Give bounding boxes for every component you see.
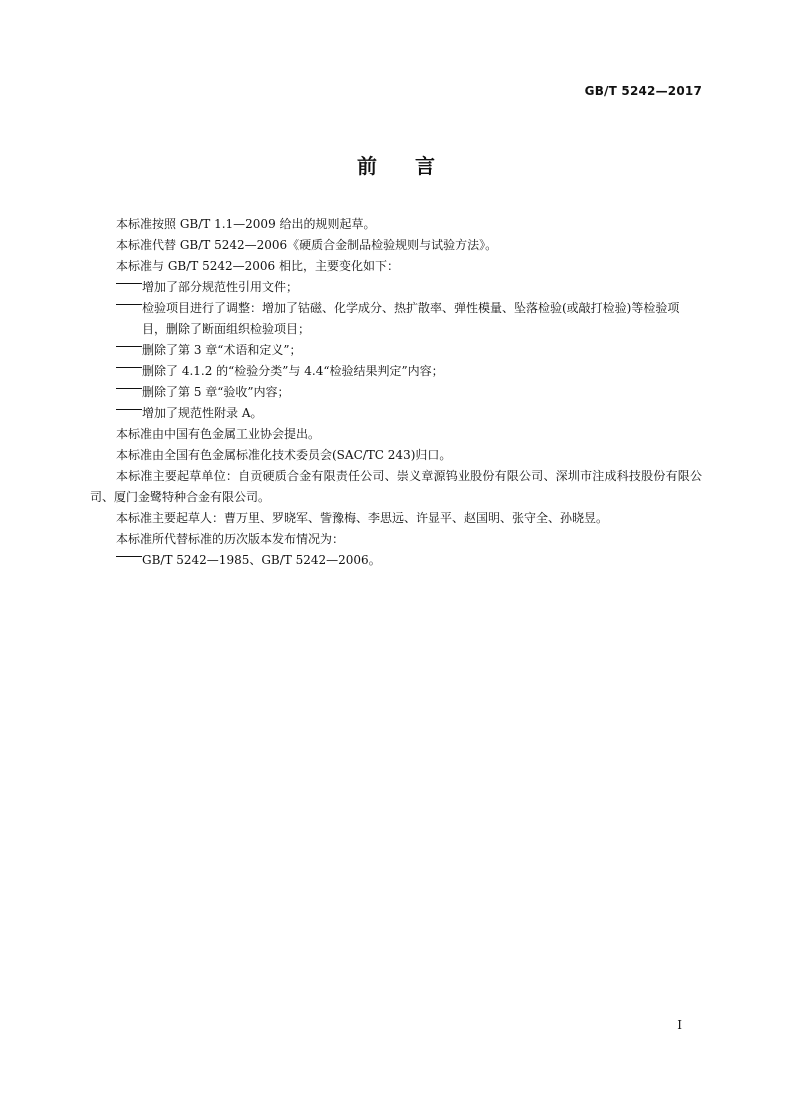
- paragraph: 本标准与 GB/T 5242—2006 相比，主要变化如下：: [116, 259, 399, 273]
- em-dash-mark: [116, 283, 142, 284]
- page-number: I: [677, 1018, 682, 1032]
- em-dash-mark: [116, 367, 142, 368]
- list-item: [90, 403, 702, 424]
- paragraph: 本标准由中国有色金属工业协会提出。: [116, 427, 321, 441]
- foreword-body: [90, 214, 702, 571]
- list-item: [90, 550, 702, 571]
- list-item-text: 增加了规范性附录 A。: [142, 406, 263, 420]
- list-item: [90, 361, 702, 382]
- paragraph: 本标准所代替标准的历次版本发布情况为：: [116, 532, 345, 546]
- em-dash-mark: [116, 409, 142, 410]
- em-dash-mark: [116, 388, 142, 389]
- list-item-text: GB/T 5242—1985、GB/T 5242—2006。: [142, 553, 381, 567]
- list-item-text: 删除了 4.1.2 的“检验分类”与 4.4“检验结果判定”内容；: [142, 364, 444, 378]
- list-item: [90, 382, 702, 403]
- list-item: [90, 277, 702, 298]
- list-item: [90, 298, 702, 340]
- paragraph: 本标准代替 GB/T 5242—2006《硬质合金制品检验规则与试验方法》。: [116, 238, 498, 252]
- em-dash-mark: [116, 346, 142, 347]
- page-title: 前言: [357, 154, 473, 178]
- em-dash-mark: [116, 556, 142, 557]
- paragraph: 本标准按照 GB/T 1.1—2009 给出的规则起草。: [116, 217, 376, 231]
- paragraph: 本标准主要起草单位：自贡硬质合金有限责任公司、崇义章源钨业股份有限公司、深圳市注成科技股份有限公司、厦门金鹭特种合金有限公司。: [90, 469, 702, 504]
- list-item: [90, 340, 702, 361]
- paragraph: 本标准主要起草人：曹万里、罗晓军、訾豫梅、李思远、许显平、赵国明、张守全、孙晓昱。: [116, 511, 609, 525]
- list-item-text: 删除了第 3 章“术语和定义”；: [142, 343, 302, 357]
- standard-code: GB/T 5242—2017: [584, 84, 702, 98]
- list-item-text: 检验项目进行了调整：增加了钴磁、化学成分、热扩散率、弹性模量、坠落检验(或敲打检验)等检验项目，删除了断面组织检验项目；: [142, 301, 680, 336]
- em-dash-mark: [116, 304, 142, 305]
- list-item-text: 删除了第 5 章“验收”内容；: [142, 385, 290, 399]
- list-item-text: 增加了部分规范性引用文件；: [142, 280, 299, 294]
- paragraph: 本标准由全国有色金属标准化技术委员会(SAC/TC 243)归口。: [116, 448, 452, 462]
